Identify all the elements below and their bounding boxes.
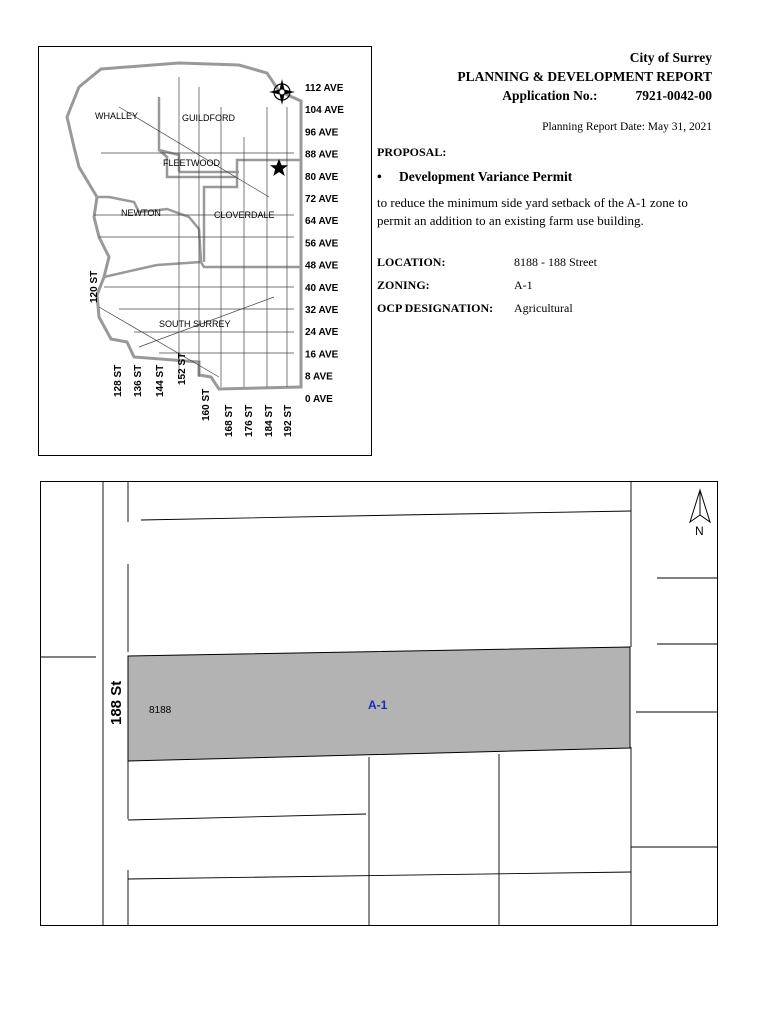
field-value: Agricultural (514, 301, 573, 315)
avenue-label: 88 AVE (305, 149, 339, 161)
parcel-address-label: 8188 (149, 705, 172, 716)
area-labels (95, 111, 275, 329)
north-label: N (695, 524, 704, 538)
proposal-item (377, 169, 572, 185)
city-name: City of Surrey (629, 50, 712, 65)
street-label: 152 ST (177, 352, 188, 385)
proposal-description: to reduce the minimum side yard setback of the A-1 zone to permit an addition to an existing farm use building. (377, 195, 688, 228)
avenue-label: 48 AVE (305, 260, 339, 272)
street-label: 160 ST (201, 388, 212, 421)
street-label: 128 ST (113, 364, 124, 397)
site-location-star-icon (270, 159, 288, 176)
street-label: 192 ST (283, 404, 294, 437)
avenue-label: 72 AVE (305, 194, 339, 205)
area-label-cloverdale: CLOVERDALE (214, 210, 275, 220)
avenue-label: 104 AVE (305, 105, 344, 117)
street-label: 136 ST (133, 364, 144, 397)
avenue-label: 0 AVE (305, 393, 333, 405)
street-label: 184 ST (264, 404, 275, 437)
proposal-item-label: Development Variance Permit (399, 169, 573, 184)
area-label-guildford: GUILDFORD (182, 113, 236, 123)
avenue-label: 16 AVE (305, 349, 339, 361)
field-label: ZONING: (377, 278, 430, 292)
field-label: LOCATION: (377, 255, 446, 269)
application-label: Application No.: (502, 88, 598, 103)
report-title: PLANNING & DEVELOPMENT REPORT (457, 69, 712, 84)
avenue-label: 112 AVE (305, 83, 344, 94)
street-label-188: 188 St (108, 680, 125, 725)
area-label-whalley: WHALLEY (95, 111, 139, 121)
location-field (377, 255, 597, 270)
field-label: OCP DESIGNATION: (377, 301, 494, 315)
report-date: Planning Report Date: May 31, 2021 (542, 121, 712, 133)
proposal-heading: PROPOSAL: (377, 145, 447, 159)
street-label: 176 ST (244, 404, 255, 437)
report-header (457, 48, 712, 105)
avenue-label: 24 AVE (305, 327, 339, 339)
key-map (38, 46, 372, 456)
avenue-label: 64 AVE (305, 216, 339, 228)
avenue-label: 40 AVE (305, 282, 339, 294)
avenue-label: 96 AVE (305, 127, 339, 139)
site-map (40, 481, 718, 926)
area-label-fleetwood: FLEETWOOD (163, 158, 221, 168)
street-label: 168 ST (224, 404, 235, 437)
zoning-field (377, 278, 533, 293)
bullet: • (377, 169, 382, 184)
street-labels (89, 271, 294, 437)
avenue-label: 8 AVE (305, 371, 333, 383)
avenue-label: 80 AVE (305, 171, 339, 183)
ocp-designation-field (377, 301, 573, 316)
application-number: 7921-0042-00 (635, 88, 712, 103)
field-value: 8188 - 188 Street (514, 255, 597, 269)
field-value: A-1 (514, 278, 533, 292)
avenue-label: 32 AVE (305, 305, 339, 316)
key-map-graphic (39, 47, 373, 457)
area-label-south-surrey: SOUTH SURREY (159, 319, 231, 329)
area-label-newton: NEWTON (121, 208, 161, 218)
application-row (457, 86, 712, 105)
zone-label: A-1 (368, 698, 388, 712)
street-label: 144 ST (155, 364, 166, 397)
north-arrow-icon (690, 490, 710, 522)
avenue-labels (305, 83, 344, 405)
site-map-graphic (41, 482, 718, 926)
avenue-label: 56 AVE (305, 238, 339, 250)
street-label: 120 ST (89, 270, 100, 303)
